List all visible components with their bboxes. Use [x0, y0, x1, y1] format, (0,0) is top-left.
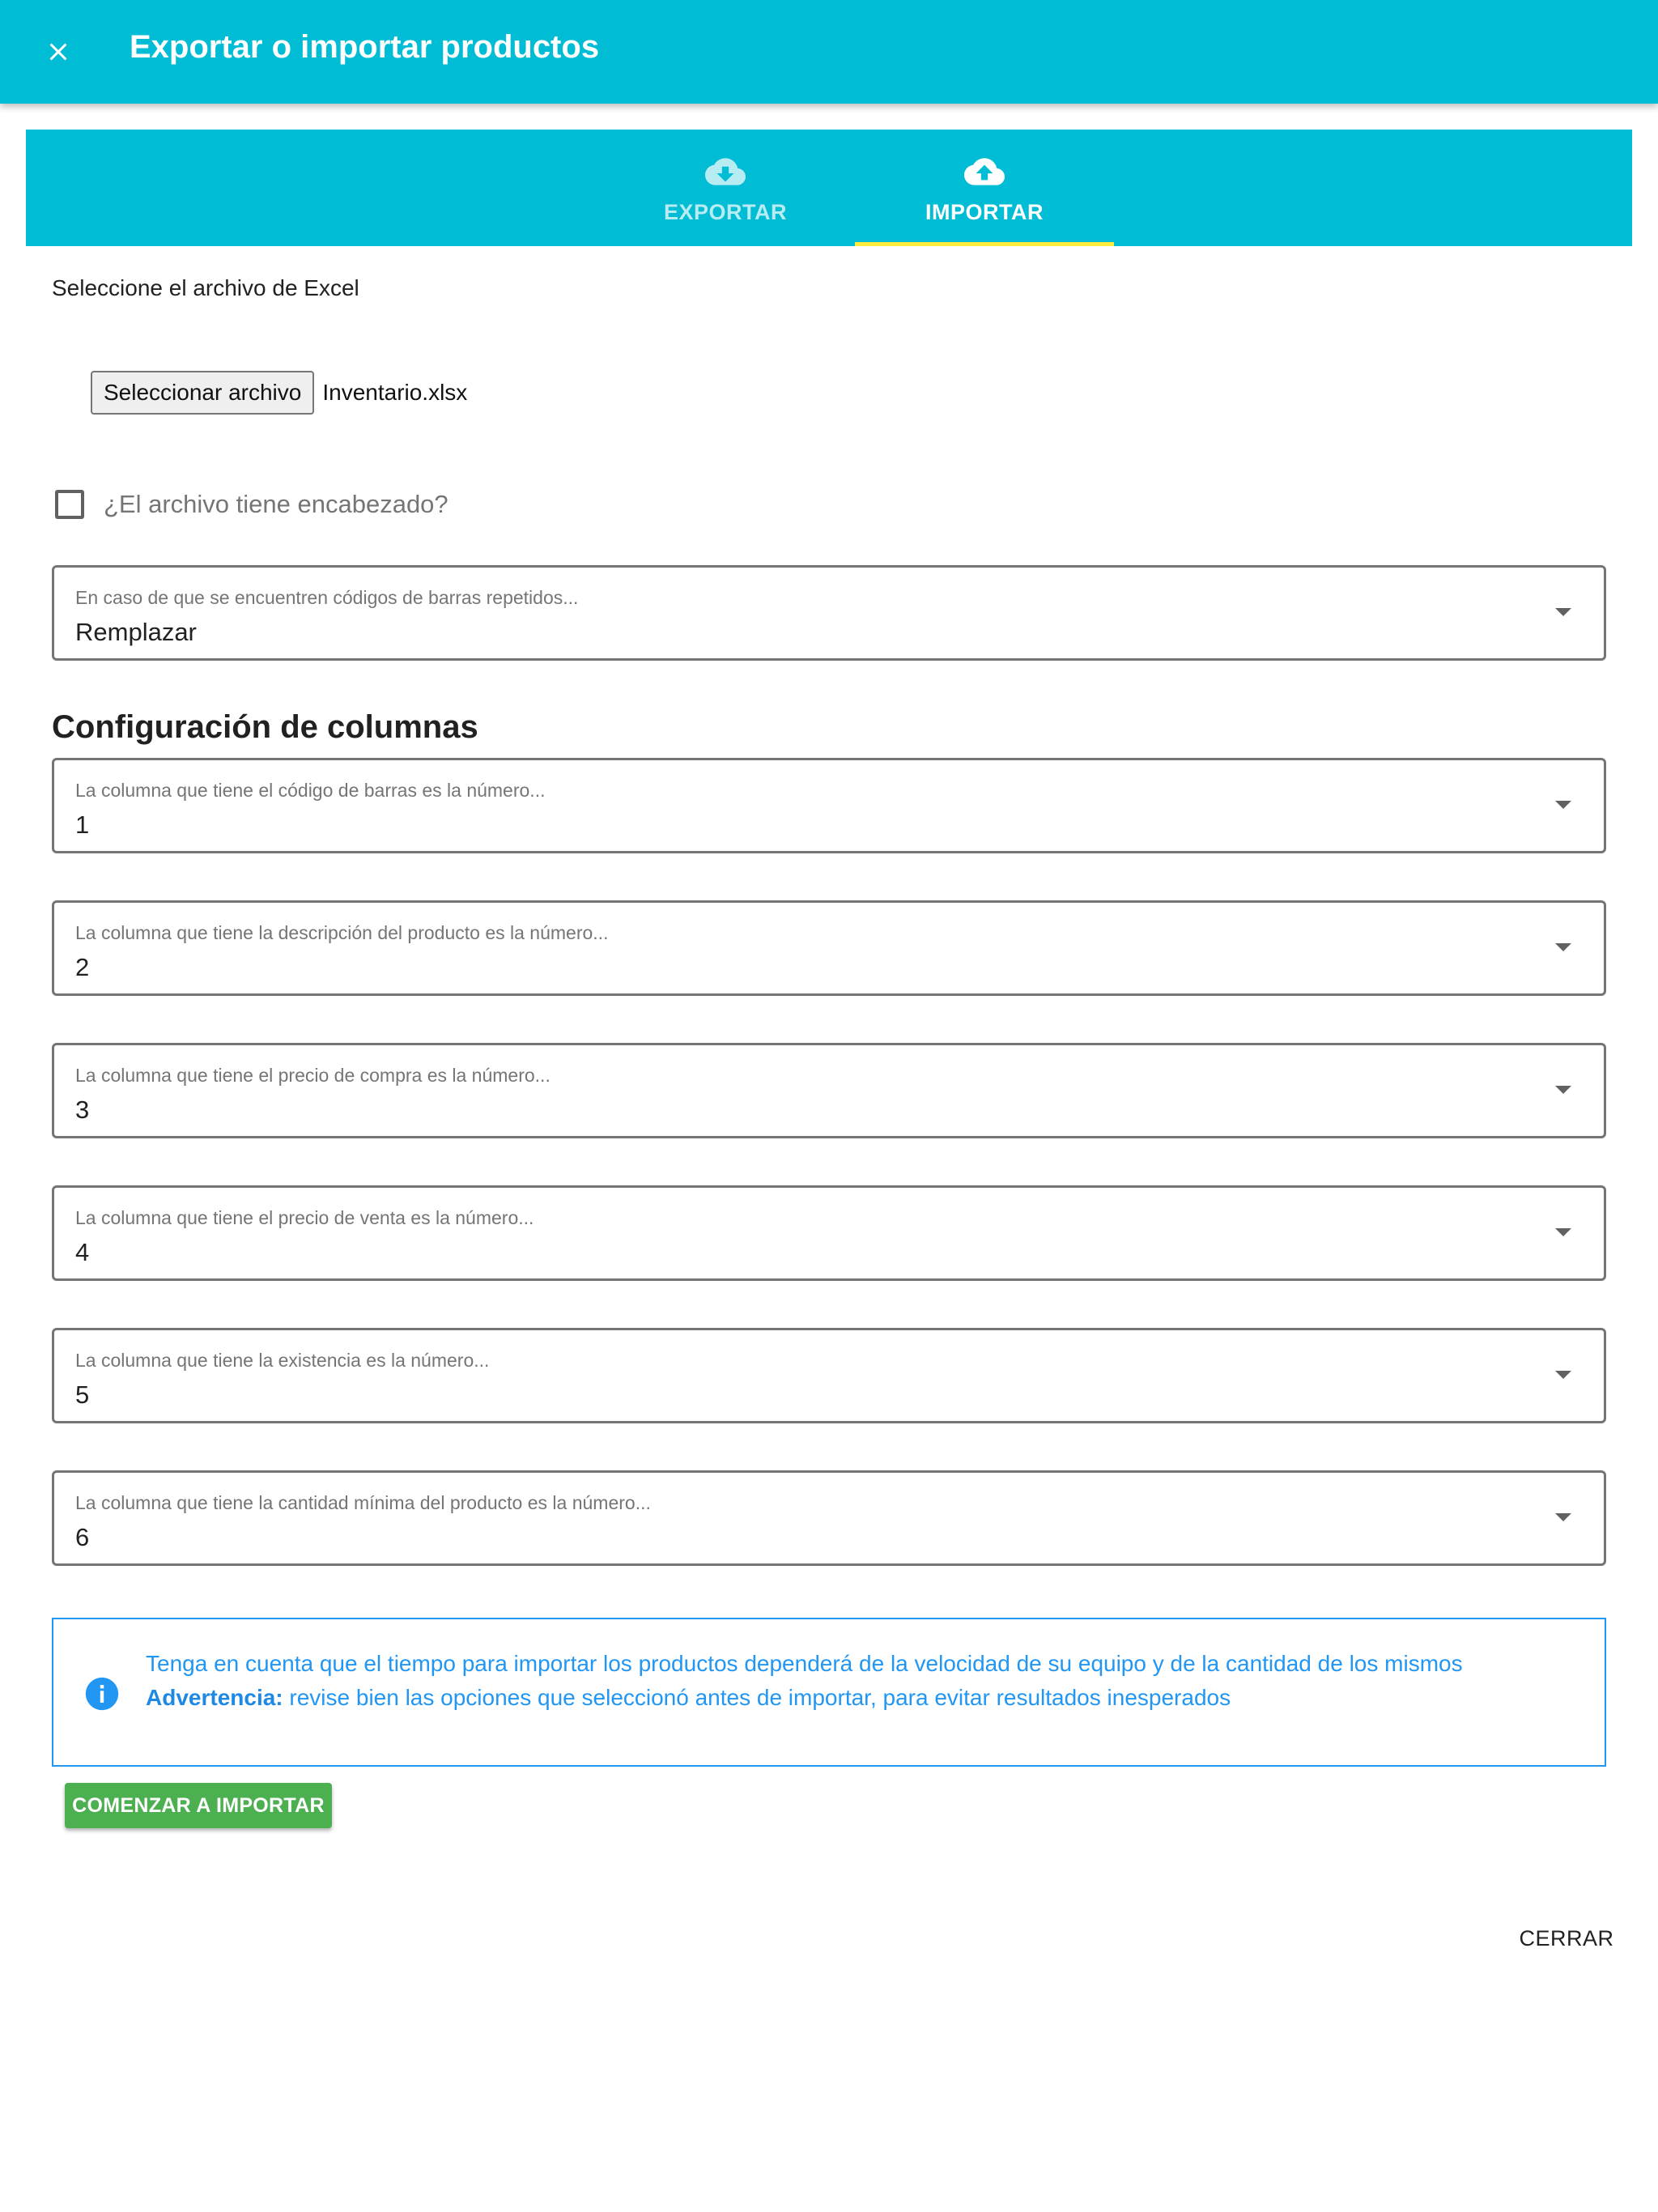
column-select-label: La columna que tiene la descripción del producto es la número... — [75, 922, 609, 943]
select-file-button[interactable]: Seleccionar archivo — [91, 371, 314, 415]
tab-exportar[interactable] — [596, 130, 855, 246]
column-select-value: 3 — [75, 1095, 90, 1124]
dialog-toolbar — [0, 0, 1658, 104]
alert-line-1: Tenga en cuenta que el tiempo para importar los productos dependerá de la velocidad de su equipo y de la cantidad de los mismos — [146, 1651, 1463, 1676]
close-dialog-button[interactable]: CERRAR — [1519, 1925, 1614, 1950]
close-icon — [44, 37, 73, 66]
has-header-label: ¿El archivo tiene encabezado? — [104, 490, 449, 518]
tab-importar[interactable] — [855, 130, 1114, 246]
duplicates-select-value: Remplazar — [75, 618, 197, 646]
alert-warning-label: Advertencia: — [146, 1685, 283, 1710]
columns-heading: Configuración de columnas — [52, 709, 478, 745]
column-select-value: 4 — [75, 1238, 90, 1266]
has-header-checkbox-row[interactable] — [55, 486, 449, 523]
column-select-value: 5 — [75, 1380, 90, 1409]
column-sale-price-select[interactable] — [52, 1185, 1606, 1281]
column-select-value: 6 — [75, 1523, 90, 1551]
chevron-down-icon — [1555, 1513, 1571, 1521]
tab-exportar-label: EXPORTAR — [663, 199, 787, 224]
chevron-down-icon — [1555, 943, 1571, 951]
column-description-select[interactable] — [52, 900, 1606, 996]
column-barcode-select[interactable] — [52, 758, 1606, 853]
dialog-title: Exportar o importar productos — [130, 29, 600, 65]
chevron-down-icon — [1555, 1228, 1571, 1236]
tab-importar-label: IMPORTAR — [925, 199, 1044, 224]
column-select-label: La columna que tiene el precio de compra es la número... — [75, 1065, 551, 1086]
info-icon — [84, 1676, 120, 1712]
alert-line-2 — [146, 1681, 1463, 1715]
file-section-label: Seleccione el archivo de Excel — [52, 275, 359, 300]
column-select-label: La columna que tiene la existencia es la número... — [75, 1350, 490, 1371]
duplicates-select-label: En caso de que se encuentren códigos de barras repetidos... — [75, 587, 579, 608]
tab-bar — [26, 130, 1632, 246]
column-select-label: La columna que tiene la cantidad mínima del producto es la número... — [75, 1492, 651, 1513]
alert-message — [146, 1647, 1463, 1715]
start-import-button[interactable]: COMENZAR A IMPORTAR — [65, 1783, 332, 1828]
file-input — [91, 371, 467, 415]
column-min-quantity-select[interactable] — [52, 1470, 1606, 1566]
column-stock-select[interactable] — [52, 1328, 1606, 1423]
active-tab-indicator — [855, 242, 1114, 246]
info-alert — [52, 1618, 1606, 1767]
column-select-label: La columna que tiene el código de barras es la número... — [75, 780, 546, 801]
column-select-value: 1 — [75, 810, 90, 839]
cloud-download-icon — [705, 151, 746, 192]
chevron-down-icon — [1555, 1371, 1571, 1379]
chevron-down-icon — [1555, 801, 1571, 809]
column-select-label: La columna que tiene el precio de venta es la número... — [75, 1207, 534, 1228]
alert-warning-text: revise bien las opciones que seleccionó antes de importar, para evitar resultados inesperados — [283, 1685, 1231, 1710]
has-header-checkbox[interactable] — [55, 490, 84, 519]
duplicates-select[interactable] — [52, 565, 1606, 661]
column-select-value: 2 — [75, 953, 90, 981]
chevron-down-icon — [1555, 608, 1571, 616]
cloud-upload-icon — [964, 151, 1005, 192]
selected-file-name: Inventario.xlsx — [322, 380, 468, 405]
column-purchase-price-select[interactable] — [52, 1043, 1606, 1138]
close-button[interactable] — [32, 26, 84, 78]
chevron-down-icon — [1555, 1086, 1571, 1094]
